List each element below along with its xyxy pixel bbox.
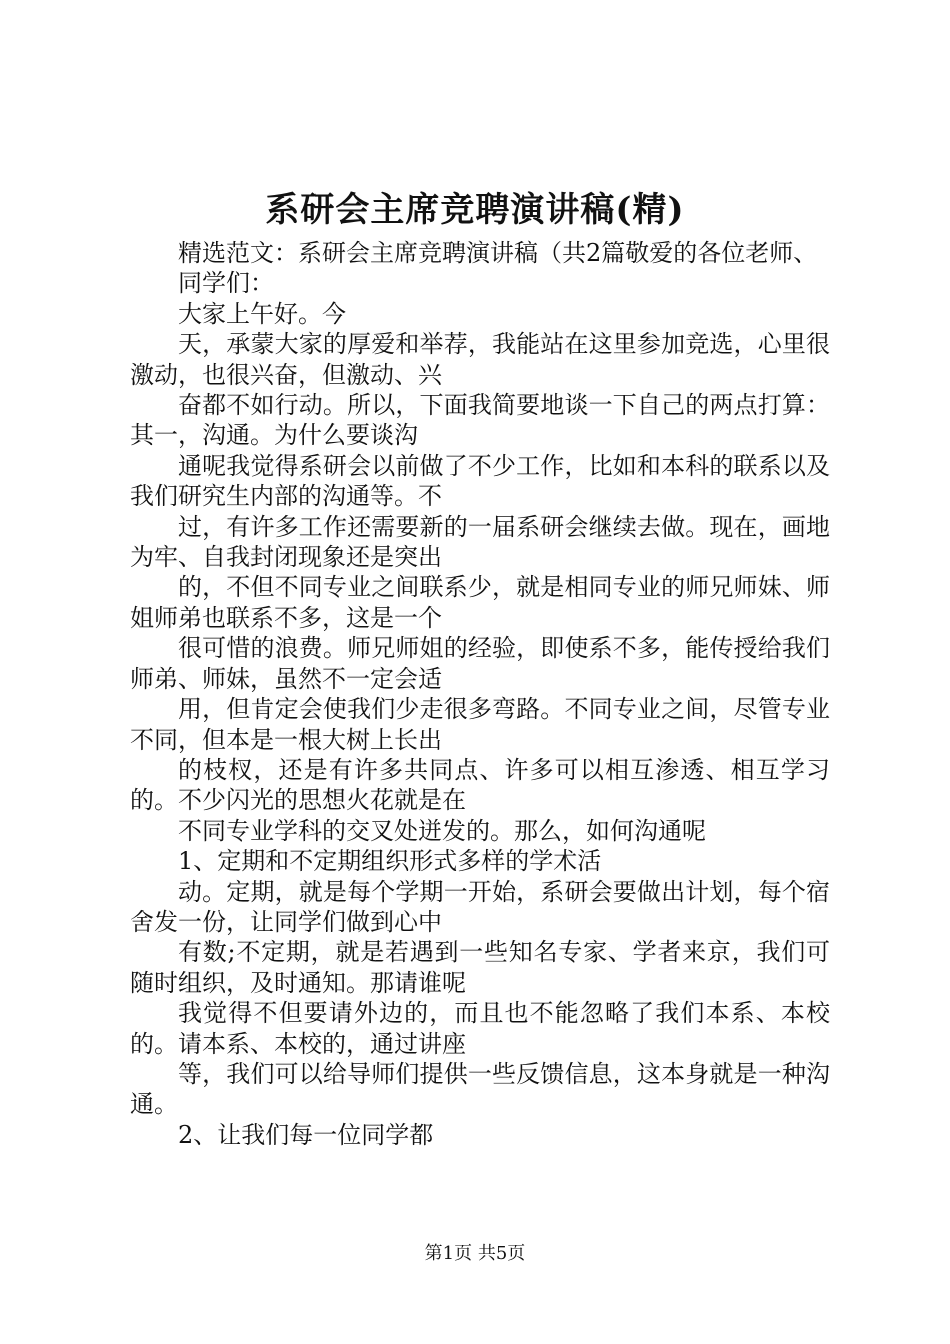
paragraph: 用，但肯定会使我们少走很多弯路。不同专业之间，尽管专业不同，但本是一根大树上长出 <box>130 695 830 754</box>
paragraph: 同学们： <box>178 269 274 298</box>
paragraph: 过，有许多工作还需要新的一届系研会继续去做。现在，画地为牢、自我封闭现象还是突出 <box>130 512 830 572</box>
paragraph: 大家上午好。今 <box>178 299 346 328</box>
paragraph: 动。定期，就是每个学期一开始，系研会要做出计划，每个宿舍发一份，让同学们做到心中 <box>130 877 830 936</box>
paragraph: 我觉得不但要请外边的，而且也不能忽略了我们本系、本校的。请本系、本校的，通过讲座 <box>130 999 830 1058</box>
paragraph: 的枝杈，还是有许多共同点、许多可以相互渗透、相互学习的。不少闪光的思想火花就是在 <box>130 755 830 815</box>
paragraph: 1、定期和不定期组织形式多样的学术活 <box>178 847 602 876</box>
paragraph: 精选范文：系研会主席竞聘演讲稿（共2篇敬爱的各位老师、 <box>178 239 818 267</box>
paragraph: 有数;不定期，就是若遇到一些知名专家、学者来京，我们可随时组织，及时通知。那请谁呢 <box>130 938 830 997</box>
paragraph: 奋都不如行动。所以，下面我简要地谈一下自己的两点打算：其一，沟通。为什么要谈沟 <box>130 391 830 450</box>
paragraph: 的，不但不同专业之间联系少，就是相同专业的师兄师妹、师姐师弟也联系不多，这是一个 <box>130 573 830 632</box>
paragraph: 通呢我觉得系研会以前做了不少工作，比如和本科的联系以及我们研究生内部的沟通等。不 <box>130 451 830 511</box>
document-title: 系研会主席竞聘演讲稿(精) <box>265 190 685 230</box>
paragraph: 2、让我们每一位同学都 <box>178 1120 434 1149</box>
page-footer: 第1页 共5页 <box>424 1243 526 1264</box>
paragraph: 很可惜的浪费。师兄师姐的经验，即使系不多，能传授给我们师弟、师妹，虽然不一定会适 <box>130 634 830 693</box>
paragraph: 等，我们可以给导师们提供一些反馈信息，这本身就是一种沟通。 <box>130 1059 830 1119</box>
paragraph: 不同专业学科的交叉处迸发的。那么，如何沟通呢 <box>178 816 706 845</box>
document-body <box>130 238 830 1150</box>
paragraph: 天，承蒙大家的厚爱和举荐，我能站在这里参加竞选，心里很激动，也很兴奋，但激动、兴 <box>130 330 830 389</box>
